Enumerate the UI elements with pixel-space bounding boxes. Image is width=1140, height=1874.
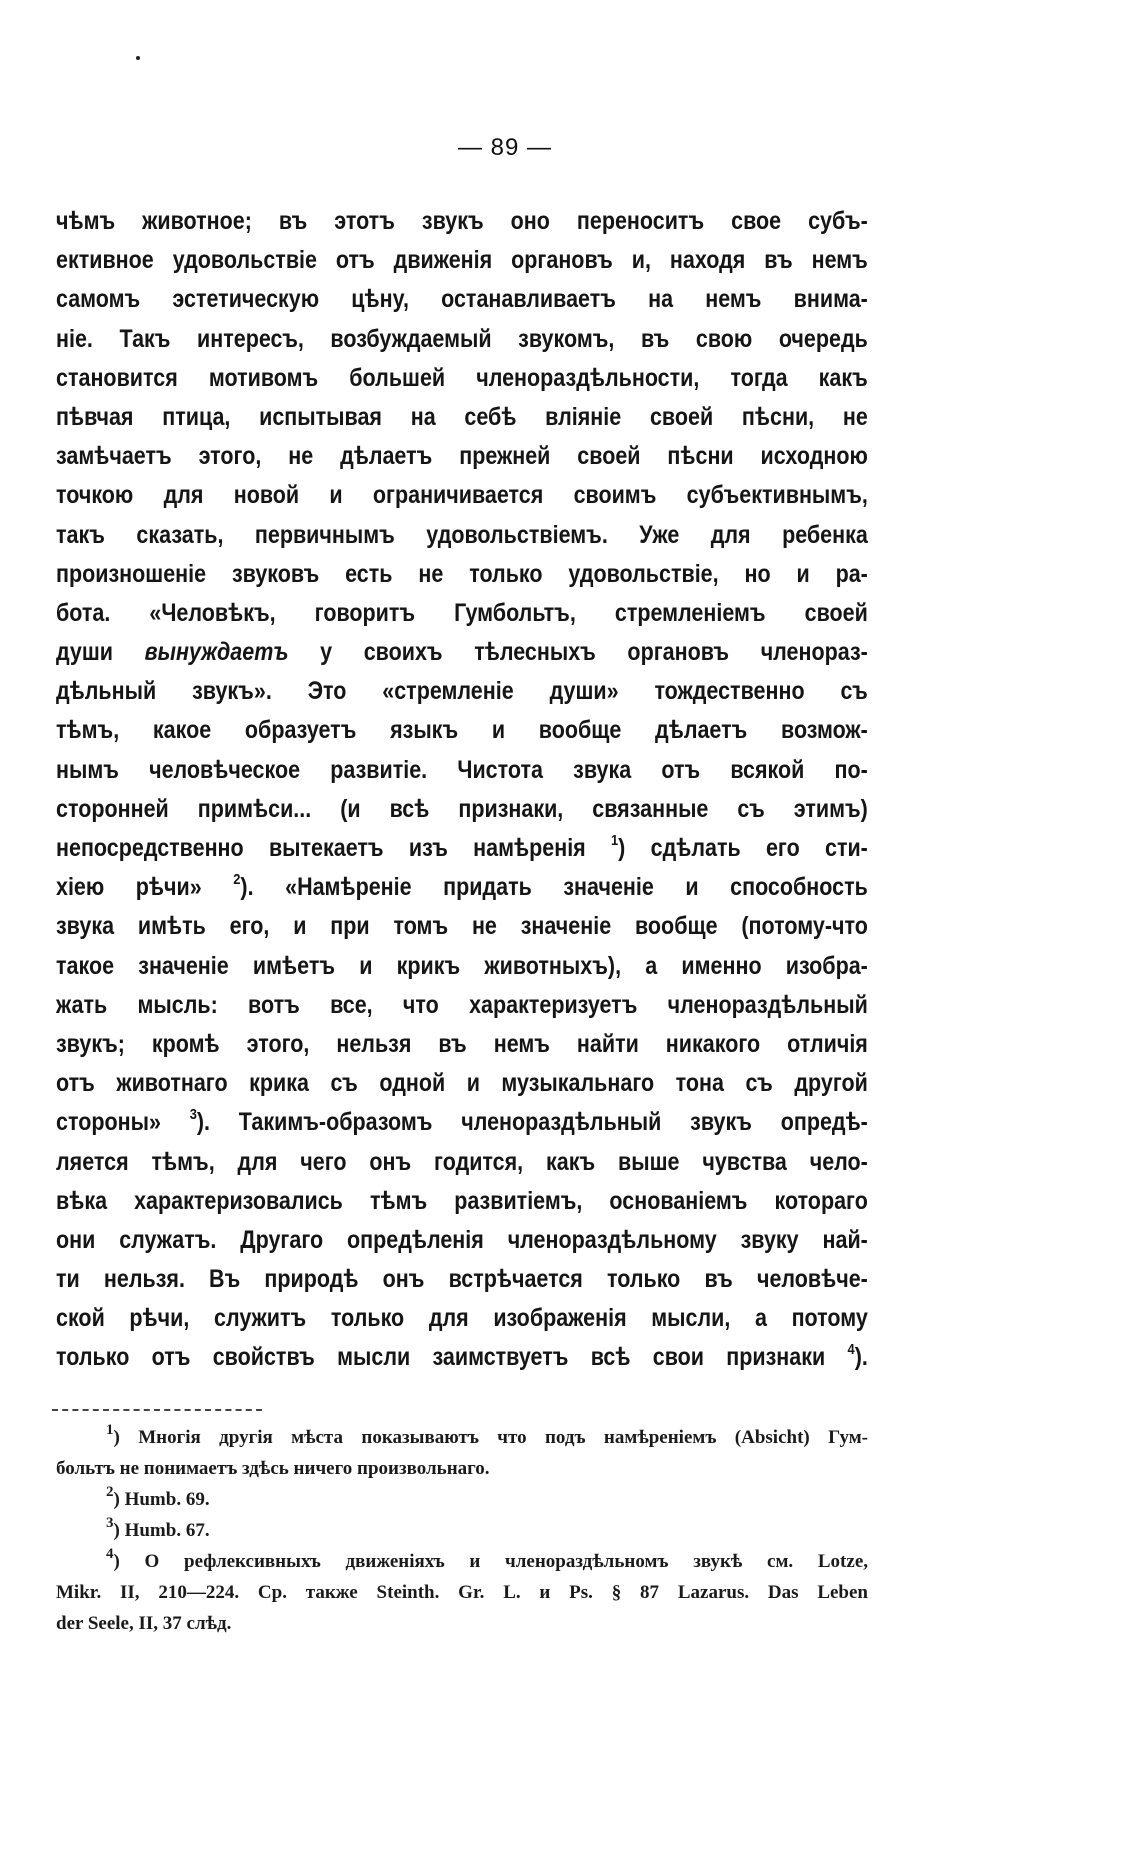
footnote-4-line-1 [56, 1546, 868, 1577]
footnote-marker-4: 4 [106, 1545, 114, 1562]
footnote-ref-2: 2 [233, 870, 241, 888]
text-line-26: вѣка характеризовались тѣмъ развитіемъ, основаніемъ котораго [56, 1186, 868, 1215]
text-segment: ) сдѣлать его сти- [618, 834, 868, 862]
text-line-8: точкою для новой и ограничивается своимъ субъективнымъ, [56, 481, 868, 510]
text-line-12 [56, 633, 868, 672]
text-segment: только отъ свойствъ мысли заимствуетъ всѣ свои признаки [56, 1343, 848, 1372]
text-line-25: ляется тѣмъ, для чего онъ годится, какъ выше чувства чело- [56, 1147, 868, 1176]
footnote-text: ) Humb. 67. [113, 1520, 210, 1541]
footnote-text: ) Многія другія мѣста показываютъ что подъ намѣреніемъ (Absicht) Гум- [113, 1427, 868, 1448]
text-line-16: сторонней примѣси... (и всѣ признаки, связанные съ этимъ) [56, 794, 868, 823]
ink-speck [136, 56, 140, 60]
text-segment: ). Такимъ-образомъ членораздѣльный звукъ опредѣ- [196, 1108, 868, 1137]
main-text [56, 202, 868, 1378]
text-line-19: звука имѣть его, и при томъ не значеніе вообще (потому-что [56, 912, 868, 941]
text-line-9: такъ сказать, первичнымъ удовольствіемъ. Уже для ребенка [56, 520, 868, 549]
text-line-1: чѣмъ животное; въ этотъ звукъ оно переноситъ свое субъ- [56, 207, 868, 235]
text-line-15: нымъ человѣческое развитіе. Чистота звука отъ всякой по- [56, 755, 868, 784]
text-line-29: ской рѣчи, служитъ только для изображенія мысли, а потому [56, 1304, 868, 1333]
footnote-ref-1: 1 [611, 831, 619, 849]
text-line-23: отъ животнаго крика съ одной и музыкальнаго тона съ другой [56, 1069, 868, 1098]
text-line-17 [56, 829, 868, 868]
text-segment: стороны» [56, 1108, 190, 1137]
footnote-1-line-2: больтъ не понимаетъ здѣсь ничего произвольнаго. [56, 1458, 490, 1479]
footnotes [56, 1422, 868, 1639]
text-line-3: самомъ эстетическую цѣну, останавливаетъ на немъ внима- [56, 285, 868, 314]
footnote-2 [56, 1484, 868, 1515]
text-line-10: произношеніе звуковъ есть не только удовольствіе, но и ра- [56, 559, 868, 588]
footnote-marker-3: 3 [106, 1514, 114, 1531]
footnote-4-line-2: Mikr. II, 210—224. Cp. также Steinth. Gr. L. и Ps. § 87 Lazarus. Das Leben [56, 1582, 868, 1603]
page-number: — 89 — [457, 134, 553, 161]
text-segment: у своихъ тѣлесныхъ органовъ членораз- [288, 638, 868, 667]
footnote-4-line-3: der Seele, II, 37 слѣд. [56, 1613, 232, 1634]
text-line-6: пѣвчая птица, испытывая на себѣ вліяніе своей пѣсни, не [56, 402, 868, 431]
text-line-4: ніе. Такъ интересъ, возбуждаемый звукомъ, въ свою очередь [56, 324, 868, 353]
text-line-18 [56, 868, 868, 907]
footnote-text: ) Humb. 69. [113, 1489, 210, 1510]
emphasized-word: вынуждаетъ [144, 638, 289, 667]
text-line-21: жать мысль: вотъ все, что характеризуетъ членораздѣльный [56, 990, 868, 1019]
text-line-28: ти нельзя. Въ природѣ онъ встрѣчается только въ человѣче- [56, 1265, 868, 1294]
footnote-text: ) О рефлексивныхъ движеніяхъ и членораздѣльномъ звукѣ см. Lotze, [113, 1551, 868, 1572]
footnote-1-line-1 [56, 1422, 868, 1453]
text-line-11: бота. «Человѣкъ, говоритъ Гумбольтъ, стремленіемъ своей [56, 598, 868, 627]
footnote-marker-1: 1 [106, 1421, 114, 1438]
footnote-3 [56, 1515, 868, 1546]
text-line-27: они служатъ. Другаго опредѣленія членораздѣльному звуку най- [56, 1225, 868, 1254]
footnote-ref-3: 3 [189, 1105, 197, 1123]
text-line-30 [56, 1338, 868, 1377]
text-line-13: дѣльный звукъ». Это «стремленіе души» тождественно съ [56, 677, 868, 706]
text-line-24 [56, 1103, 868, 1142]
text-segment: ). [854, 1343, 868, 1372]
text-line-14: тѣмъ, какое образуетъ языкъ и вообще дѣлаетъ возмож- [56, 716, 868, 745]
text-segment: души [56, 638, 145, 667]
text-segment: непосредственно вытекаетъ изъ намѣренія [56, 834, 612, 862]
text-segment: хіею рѣчи» [56, 873, 234, 902]
footnote-ref-4: 4 [847, 1341, 855, 1359]
text-line-20: такое значеніе имѣетъ и крикъ животныхъ), а именно изобра- [56, 951, 868, 980]
text-line-7: замѣчаетъ этого, не дѣлаетъ прежней своей пѣсни исходною [56, 442, 868, 471]
footnote-marker-2: 2 [106, 1483, 114, 1500]
text-line-2: ективное удовольствіе отъ движенія органовъ и, находя въ немъ [56, 246, 868, 275]
text-line-22: звукъ; кромѣ этого, нельзя въ немъ найти никакого отличія [56, 1029, 868, 1058]
footnote-separator [52, 1409, 262, 1411]
text-line-5: становится мотивомъ большей членораздѣльности, тогда какъ [56, 363, 868, 392]
text-segment: ). «Намѣреніе придать значеніе и способность [240, 873, 868, 902]
